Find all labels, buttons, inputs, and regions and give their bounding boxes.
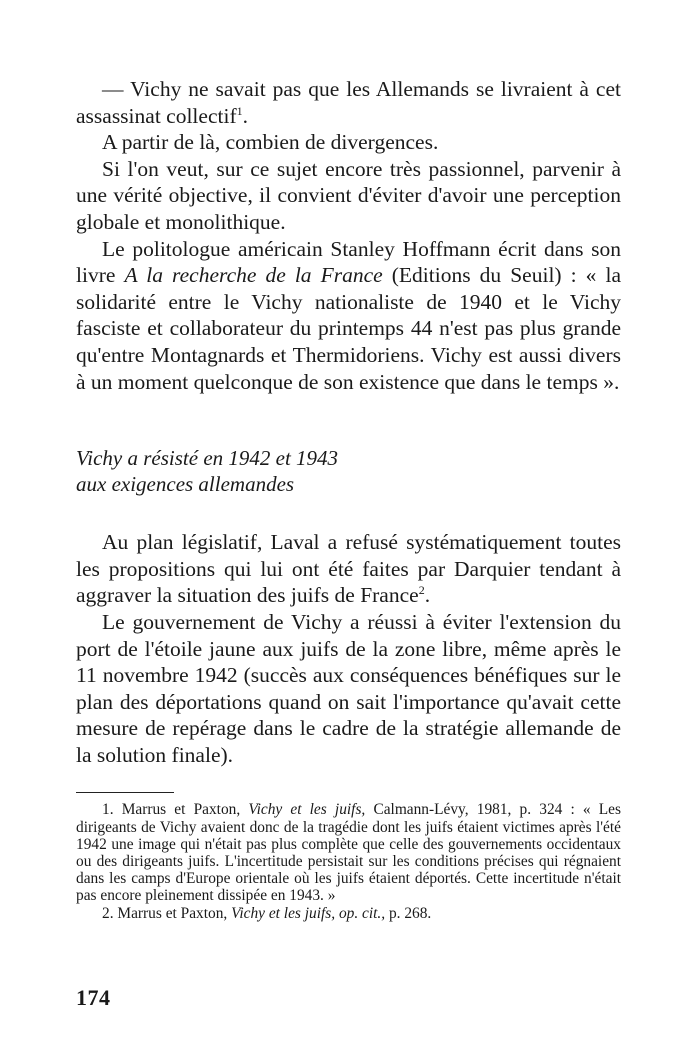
page-number: 174 [76, 985, 111, 1010]
footnote-ref-2[interactable]: 2 [418, 583, 425, 598]
paragraph-5-end: . [424, 583, 431, 608]
paragraph-3: Si l'on veut, sur ce sujet encore très passionnel, parvenir à une vérité objective, il convient d'éviter d'avoir une perception globale et monolithique. [76, 156, 621, 234]
footnote-2-pre: 2. Marrus et Paxton, [102, 904, 232, 922]
paragraph-6: Le gouvernement de Vichy a réussi à éviter l'extension du port de l'étoile jaune aux juifs de la zone libre, même après le 11 novembre 1942 (succès aux conséquences bénéfiques sur le plan des déportations quand on sait l'importance qu'avait cette mesure de repérage dans le cadre de la stratégie allemande de la solution finale). [76, 609, 621, 767]
footnote-1-post: Calmann-Lévy, 1981, p. 324 : « Les dirigeants de Vichy avaient donc de la tragédie dont les juifs étaient victimes après l'été 1942 une image qui n'était pas plus complète que celle des gouvernements occidentaux ou des dirigeants juifs. L'incertitude persistait sur les conditions précises qui régnaient dans les camps d'Europe orientale où les juifs étaient déportés. Cette incertitude n'était pas encore pleinement dissipée en 1943. » [76, 801, 622, 905]
paragraph-1-text: — Vichy ne savait pas que les Allemands se livraient à cet assassinat collectif [76, 77, 621, 128]
footnote-1-title: Vichy et les juifs, [248, 801, 366, 819]
paragraph-4 [76, 236, 621, 396]
paragraph-5-text: Au plan législatif, Laval a refusé systématiquement toutes les propositions qui lui ont été faites par Darquier tendant à aggraver la situation des juifs de France [76, 530, 621, 608]
footnote-1-pre: 1. Marrus et Paxton, [102, 801, 249, 819]
footnote-2 [76, 905, 621, 922]
footnote-1 [76, 801, 621, 904]
page-text-block [76, 76, 621, 922]
paragraph-2: A partir de là, combien de divergences. [102, 130, 439, 155]
section-heading [76, 445, 621, 497]
paragraph-5 [76, 529, 621, 609]
section-heading-line-1: Vichy a résisté en 1942 et 1943 [76, 446, 339, 471]
paragraph-4-pre: Le politologue américain Stanley Hoffmann écrit dans son livre [76, 236, 621, 288]
footnote-ref-1[interactable]: 1 [236, 103, 243, 118]
paragraph-1 [76, 76, 621, 129]
paragraph-1-end: . [242, 103, 248, 128]
footnote-2-title: Vichy et les juifs, op. cit., [231, 904, 386, 922]
footnote-2-post: p. 268. [385, 904, 432, 922]
paragraph-4-post: (Editions du Seuil) : « la solidarité entre le Vichy nationaliste de 1940 et le Vichy fasciste et collaborateur du printemps 44 n'est pas plus grande qu'entre Montagnards et Thermidoriens. Vichy est aussi divers à un moment quelconque de son existence que dans le temps ». [76, 263, 621, 394]
footnotes [76, 801, 621, 921]
section-heading-line-2: aux exigences allemandes [76, 472, 295, 497]
footnote-divider [76, 792, 174, 793]
book-title: A la recherche de la France [124, 263, 383, 288]
